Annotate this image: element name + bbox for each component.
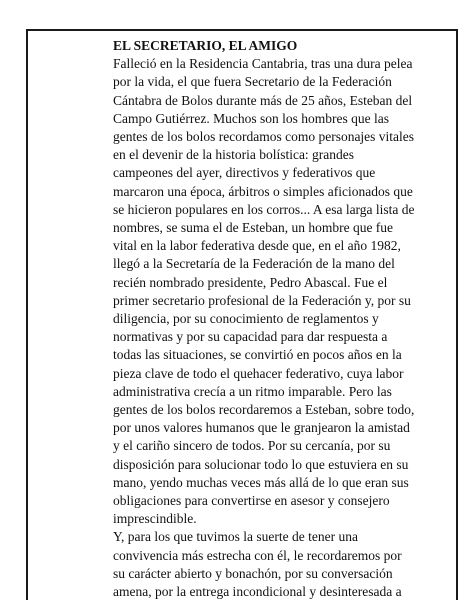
text-line: y el cariño sincero de todos. Por su cercanía, por su [113,438,391,454]
text-line: mano, yendo muchas veces más allá de lo que eran sus [113,474,409,490]
text-line: Cántabra de Bolos durante más de 25 años, Esteban del [113,92,413,108]
article-title: EL SECRETARIO, EL AMIGO [113,38,298,53]
text-line: obligaciones para convertirse en asesor y consejero [113,493,390,509]
text-line: recién nombrado presidente, Pedro Abascal. Fue el [113,274,388,290]
text-line: amena, por la entrega incondicional y desinteresada a [113,584,402,600]
text-line: nombres, se suma el de Esteban, un hombre que fue [113,220,394,236]
text-line: gentes de los bolos recordamos como personajes vitales [113,129,415,145]
text-line: se hicieron populares en los corros... A esa larga lista de [113,201,415,217]
article-body [113,55,419,601]
article-paragraph [113,528,419,601]
text-line: normativas y por su capacidad para dar respuesta a [113,329,388,345]
text-line: su carácter abierto y bonachón, por su conversación [113,565,393,581]
text-line: gentes de los bolos recordaremos a Esteban, sobre todo, [113,402,415,418]
text-line: marcaron una época, árbitros o simples aficionados que [113,183,413,199]
text-line: imprescindible. [113,511,197,527]
text-line: Falleció en la Residencia Cantabria, tras una dura pelea [113,56,413,72]
text-line: por unos valores humanos que le granjearon la amistad [113,420,410,436]
text-line: convivencia más estrecha con él, le recordaremos por [113,547,402,563]
text-line: disposición para solucionar todo lo que estuviera en su [113,456,409,472]
article [113,37,419,601]
text-line: administrativa crecía a un ritmo imparable. Pero las [113,383,392,399]
text-line: diligencia, por su conocimiento de reglamentos y [113,311,379,327]
text-line: llegó a la Secretaría de la Federación de la mano del [113,256,395,272]
text-line: primer secretario profesional de la Federación y, por su [113,292,411,308]
text-line: campeones del ayer, directivos y federativos que [113,165,376,181]
text-line: por la vida, el que fuera Secretario de la Federación [113,74,392,90]
text-line: en el devenir de la historia bolística: grandes [113,147,355,163]
text-line: vital en la labor federativa desde que, en el año 1982, [113,238,401,254]
article-paragraph [113,55,419,528]
text-line: pieza clave de todo el quehacer federativo, cuya labor [113,365,404,381]
text-line: Campo Gutiérrez. Muchos son los hombres que las [113,110,389,126]
text-line: Y, para los que tuvimos la suerte de tener una [113,529,358,545]
text-line: todas las situaciones, se convirtió en pocos años en la [113,347,402,363]
